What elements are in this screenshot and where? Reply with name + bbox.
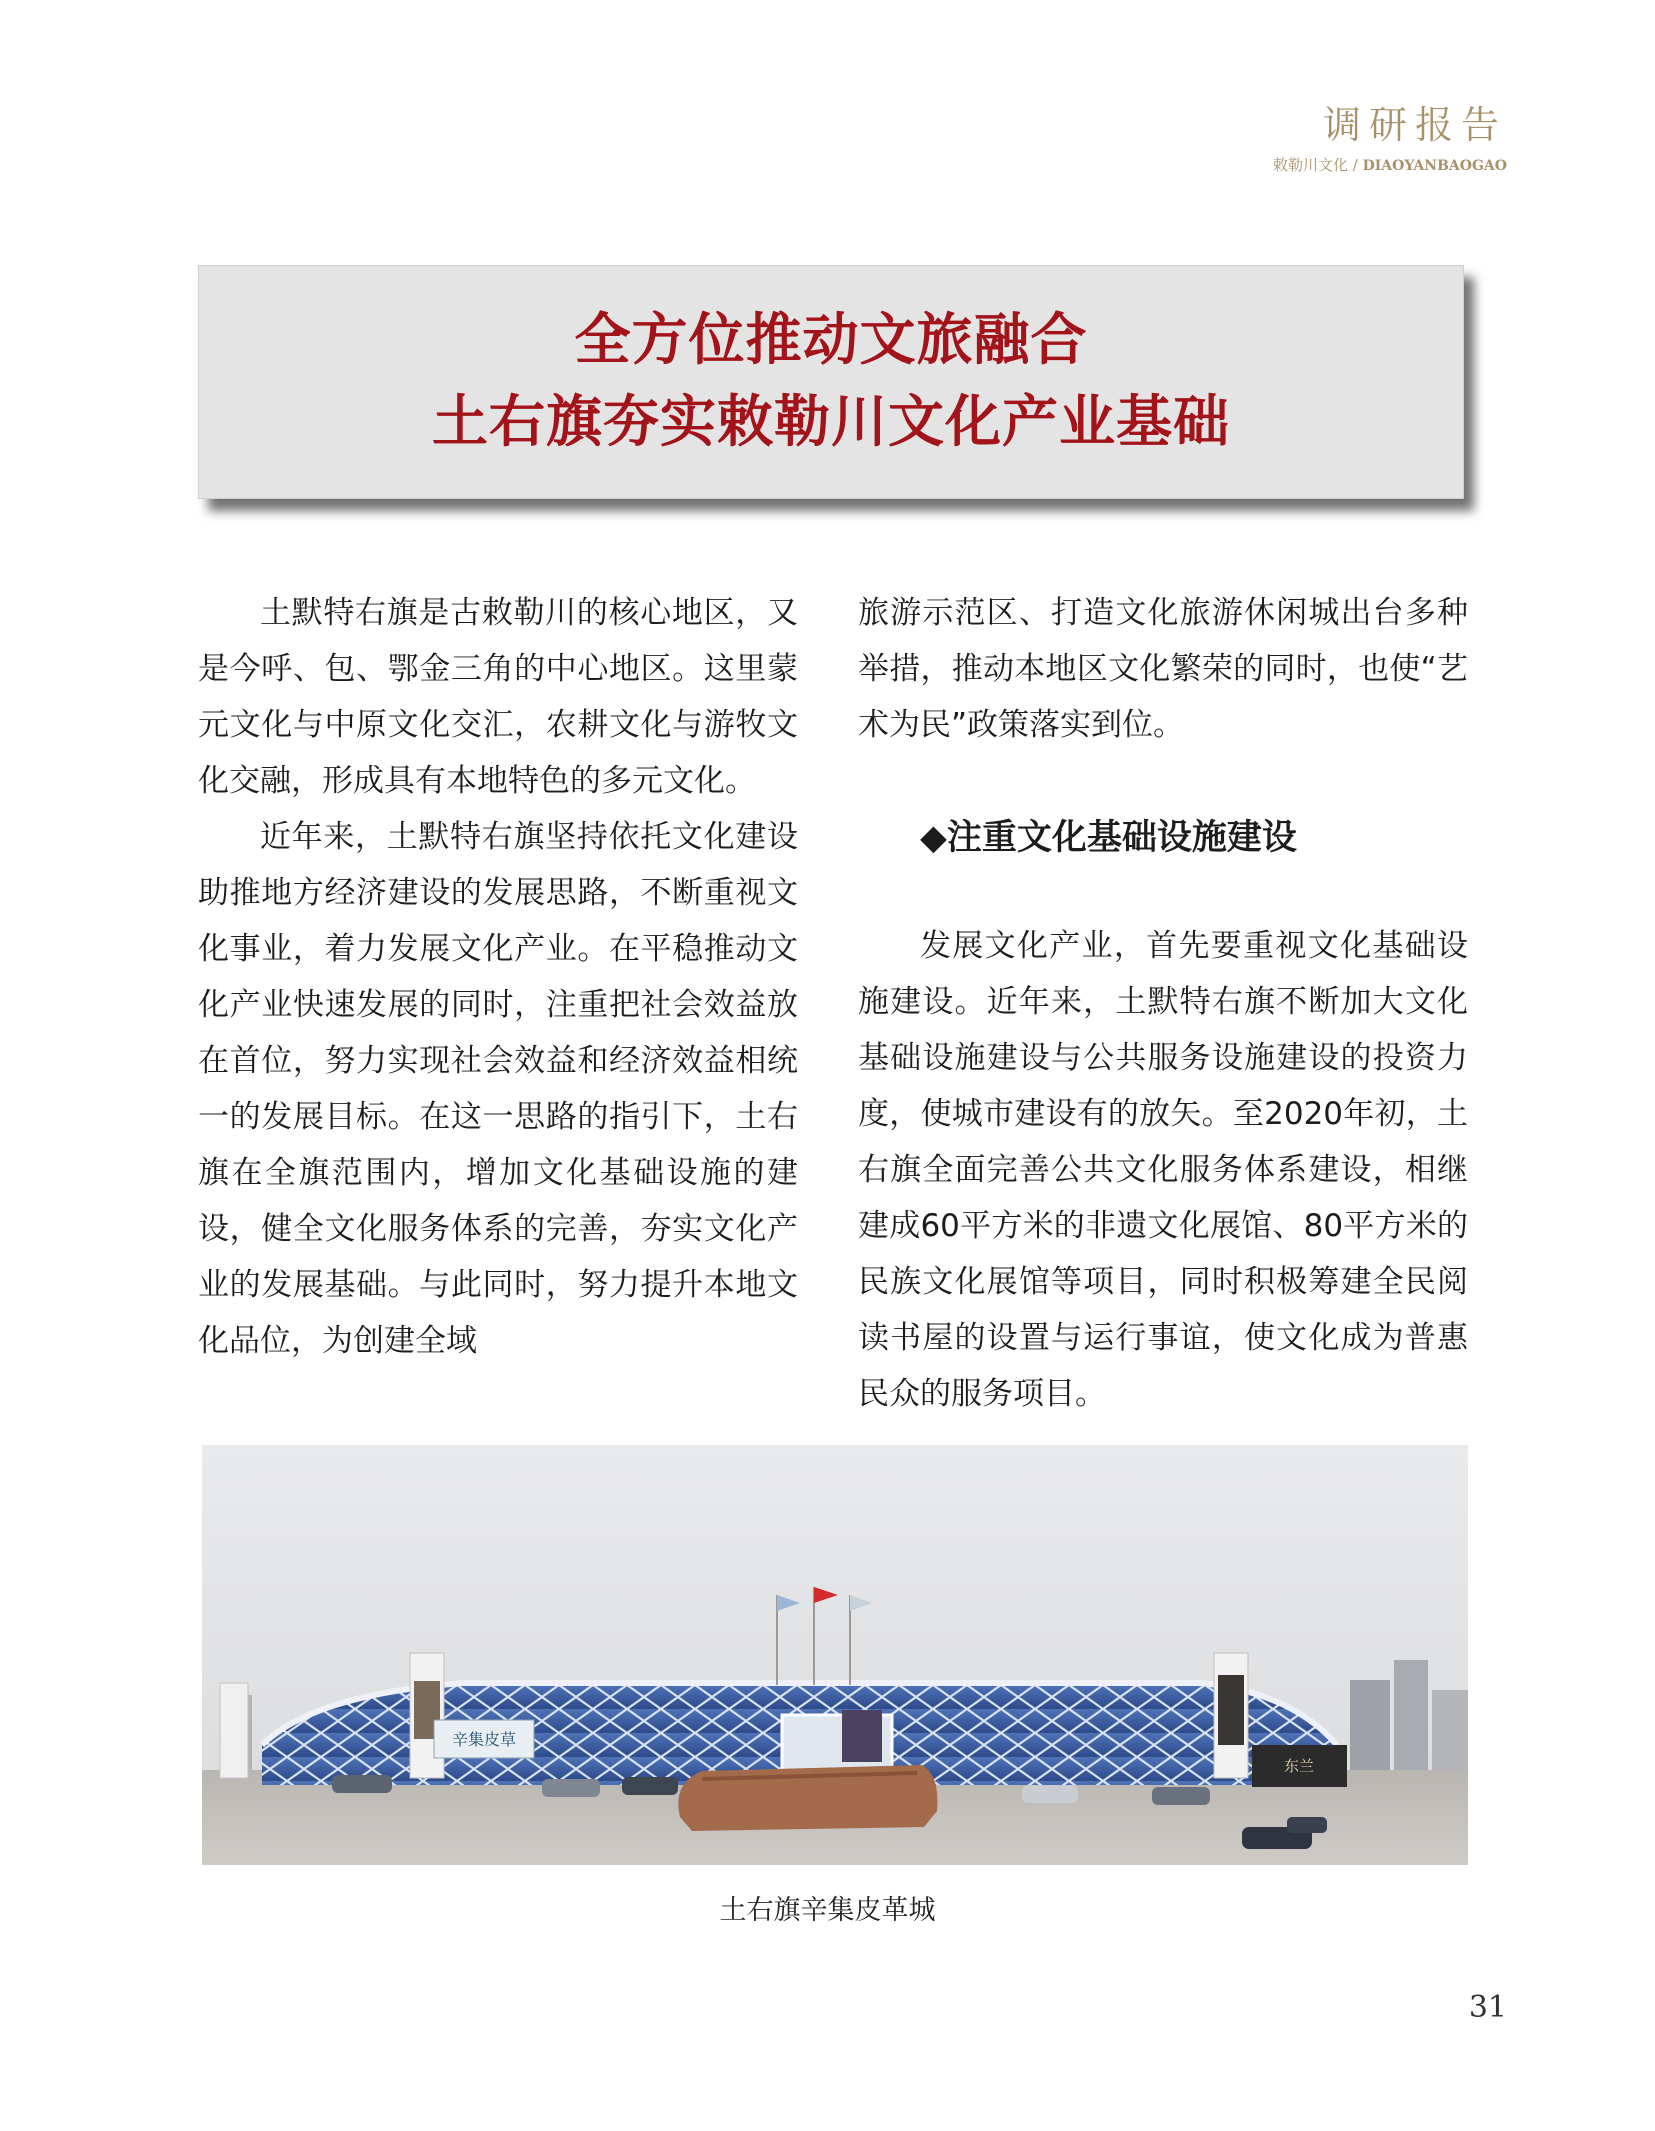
- running-header: [1273, 100, 1507, 175]
- photo-illustration: [202, 1445, 1468, 1865]
- header-separator: /: [1352, 156, 1358, 174]
- section-subtitle: [1273, 156, 1507, 175]
- section-heading: ◆注重文化基础设施建设: [920, 818, 1297, 858]
- paragraph-2-continued: 旅游示范区、打造文化旅游休闲城出台多种举措，推动本地区文化繁荣的同时，也使“艺术为民”政策落实到位。: [858, 595, 1468, 743]
- facade-sign: 辛集皮草: [451, 1730, 517, 1749]
- article-title-line-2: 土右旗夯实敕勒川文化产业基础: [432, 390, 1230, 455]
- page-number: 31: [1468, 1990, 1507, 2025]
- column-name: 敕勒川文化: [1272, 156, 1348, 174]
- facade-banner: 东兰: [1283, 1757, 1315, 1775]
- latin-name: DIAOYANBAOGAO: [1362, 158, 1507, 174]
- left-column: [198, 585, 798, 1369]
- photo-caption: 土右旗辛集皮革城: [719, 1895, 936, 1926]
- paragraph-2: 近年来，土默特右旗坚持依托文化建设助推地方经济建设的发展思路，不断重视文化事业，着力发展文化产业。在平稳推动文化产业快速发展的同时，注重把社会效益放在首位，努力实现社会效益和经济效益相统一的发展目标。在这一思路的指引下，土右旗在全旗范围内，增加文化基础设施的建设，健全文化服务体系的完善，夯实文化产业的发展基础。与此同时，努力提升本地文化品位，为创建全域: [198, 819, 798, 1359]
- right-column: [858, 585, 1468, 1422]
- article-title-box: [198, 265, 1464, 499]
- section-title: 调研报告: [1322, 103, 1507, 147]
- leather-city-photo: [202, 1445, 1468, 1865]
- paragraph-1: 土默特右旗是古敕勒川的核心地区，又是今呼、包、鄂金三角的中心地区。这里蒙元文化与中原文化交汇，农耕文化与游牧文化交融，形成具有本地特色的多元文化。: [198, 595, 798, 799]
- article-title-line-1: 全方位推动文旅融合: [574, 308, 1088, 373]
- paragraph-3: 发展文化产业，首先要重视文化基础设施建设。近年来，土默特右旗不断加大文化基础设施建设与公共服务设施建设的投资力度，使城市建设有的放矢。至2020年初，土右旗全面完善公共文化服务体系建设，相继建成60平方米的非遗文化展馆、80平方米的民族文化展馆等项目，同时积极筹建全民阅读书屋的设置与运行事谊，使文化成为普惠民众的服务项目。: [858, 928, 1468, 1412]
